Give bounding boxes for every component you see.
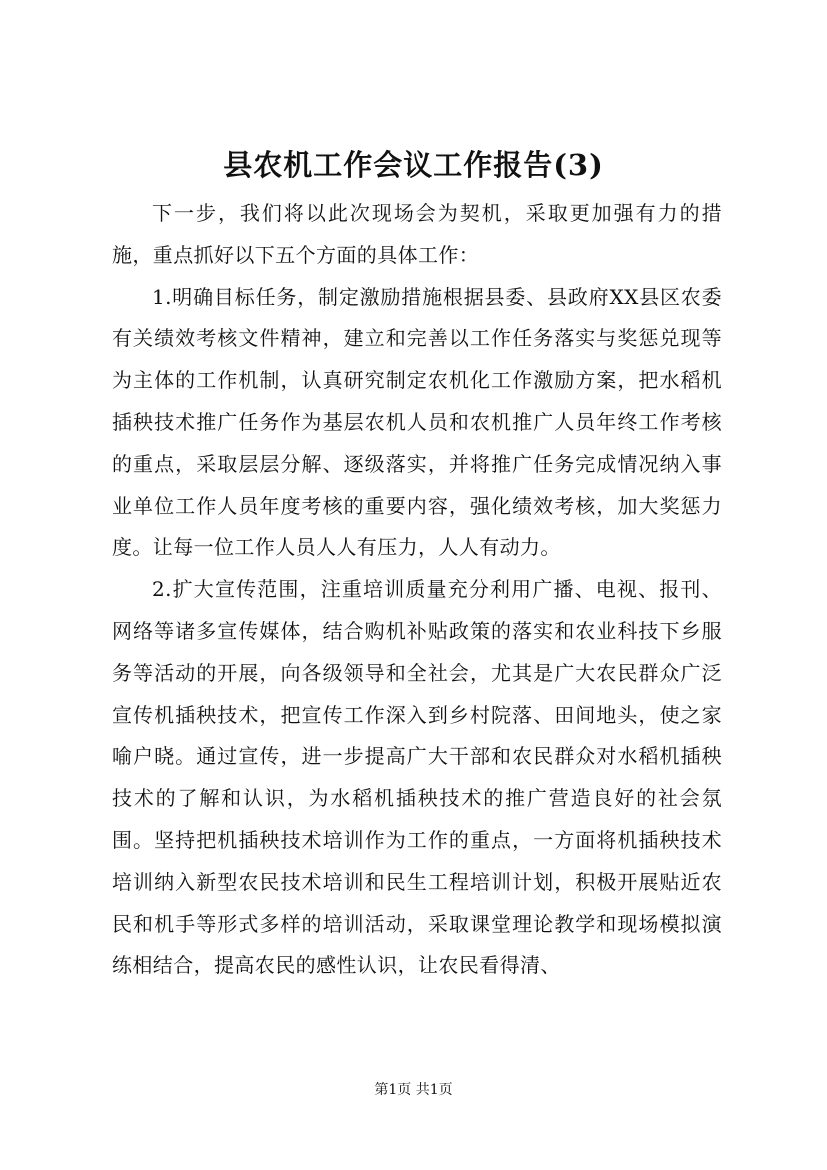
page-footer: 第1页 共1页 xyxy=(374,1082,453,1098)
document-title: 县农机工作会议工作报告(3) xyxy=(223,148,604,182)
paragraph-item-2: 2.扩大宣传范围，注重培训质量充分利用广播、电视、报刊、网络等诸多宣传媒体，结合购机补贴政策的落实和农业科技下乡服务等活动的开展，向各级领导和全社会，尤其是广大农民群众广泛宣传机插秧技术，把宣传工作深入到乡村院落、田间地头，使之家喻户晓。通过宣传，进一步提高广大干部和农民群众对水稻机插秧技术的了解和认识，为水稻机插秧技术的推广营造良好的社会氛围。坚持把机插秧技术培训作为工作的重点，一方面将机插秧技术培训纳入新型农民技术培训和民生工程培训计划，积极开展贴近农民和机手等形式多样的培训活动，采取课堂理论教学和现场模拟演练相结合，提高农民的感性认识，让农民看得清、 xyxy=(112,577,722,978)
paragraph-intro: 下一步，我们将以此次现场会为契机，采取更加强有力的措施，重点抓好以下五个方面的具体工作： xyxy=(112,201,722,267)
document-body xyxy=(112,193,722,987)
paragraph-item-1: 1.明确目标任务，制定激励措施根据县委、县政府XX县区农委有关绩效考核文件精神，建立和完善以工作任务落实与奖惩兑现等为主体的工作机制，认真研究制定农机化工作激励方案，把水稻机插秧技术推广任务作为基层农机人员和农机推广人员年终工作考核的重点，采取层层分解、逐级落实，并将推广任务完成情况纳入事业单位工作人员年度考核的重要内容，强化绩效考核，加大奖惩力度。让每一位工作人员人人有压力，人人有动力。 xyxy=(112,284,722,560)
